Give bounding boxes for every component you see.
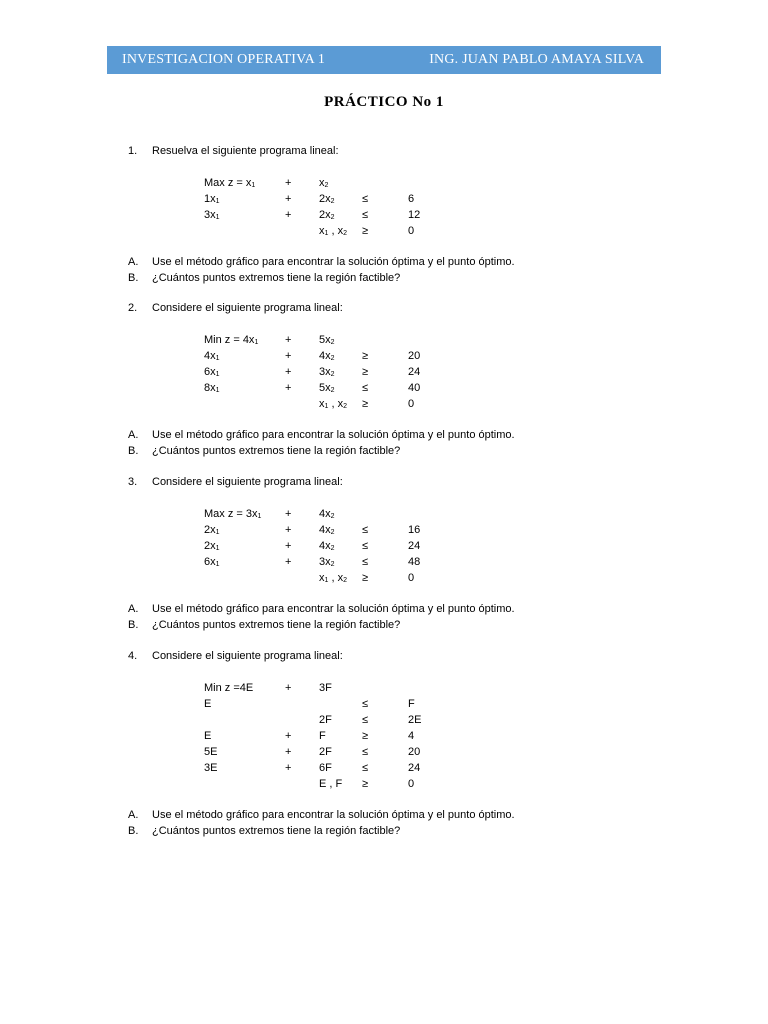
lp-relation: ≤	[362, 524, 369, 536]
lp-term-2: E , F	[319, 778, 343, 790]
lp-rhs: 24	[408, 540, 421, 552]
lp-term-2: 2x2	[319, 209, 335, 221]
lp-rhs: 20	[408, 350, 421, 362]
constraint-row	[0, 696, 768, 712]
lp-relation: ≤	[362, 698, 369, 710]
lp-operator: +	[285, 334, 292, 346]
lp-term-1: Min z =4E	[204, 682, 254, 694]
problem-number: 3.	[128, 476, 138, 488]
lp-term-1: Min z = 4x1	[204, 334, 259, 346]
lp-term-1: E	[204, 698, 212, 710]
lp-term-2: F	[319, 730, 326, 742]
lp-term-1: 2x1	[204, 524, 220, 536]
lp-term-1: 8x1	[204, 382, 220, 394]
lp-relation: ≥	[362, 398, 369, 410]
lp-relation: ≤	[362, 746, 369, 758]
lp-term-2: 4x2	[319, 524, 335, 536]
lp-relation: ≥	[362, 778, 369, 790]
lp-term-2: 3x2	[319, 366, 335, 378]
lp-relation: ≤	[362, 193, 369, 205]
lp-relation: ≤	[362, 209, 369, 221]
lp-operator: +	[285, 366, 292, 378]
lp-term-2: 2x2	[319, 193, 335, 205]
lp-term-2: 3x2	[319, 556, 335, 568]
problem-number: 2.	[128, 302, 138, 314]
document-header	[107, 46, 661, 74]
lp-rhs: 48	[408, 556, 421, 568]
lp-term-1: 2x1	[204, 540, 220, 552]
page-title: PRÁCTICO No 1	[324, 94, 444, 110]
lp-operator: +	[285, 193, 292, 205]
objective-row	[0, 175, 768, 191]
part-text: ¿Cuántos puntos extremos tiene la región factible?	[152, 619, 401, 631]
constraint-row	[0, 776, 768, 792]
problem-number: 1.	[128, 145, 138, 157]
constraint-row	[0, 712, 768, 728]
lp-relation: ≥	[362, 730, 369, 742]
constraint-row	[0, 538, 768, 554]
objective-row	[0, 680, 768, 696]
lp-rhs: 16	[408, 524, 421, 536]
part-text: Use el método gráfico para encontrar la solución óptima y el punto óptimo.	[152, 603, 515, 615]
lp-operator: +	[285, 524, 292, 536]
part-label: B.	[128, 445, 139, 457]
lp-rhs: 0	[408, 778, 415, 790]
lp-relation: ≤	[362, 556, 369, 568]
lp-rhs: 0	[408, 225, 415, 237]
problem-prompt: Considere el siguiente programa lineal:	[152, 302, 343, 314]
lp-relation: ≤	[362, 762, 369, 774]
lp-relation: ≤	[362, 714, 369, 726]
lp-relation: ≥	[362, 350, 369, 362]
lp-term-1: 1x1	[204, 193, 220, 205]
lp-term-2: 2F	[319, 714, 332, 726]
lp-operator: +	[285, 540, 292, 552]
lp-rhs: 4	[408, 730, 415, 742]
problem-prompt: Considere el siguiente programa lineal:	[152, 650, 343, 662]
lp-operator: +	[285, 556, 292, 568]
lp-rhs: 20	[408, 746, 421, 758]
part-label: B.	[128, 619, 139, 631]
lp-operator: +	[285, 177, 292, 189]
lp-term-2: x1 , x2	[319, 398, 347, 410]
lp-relation: ≤	[362, 540, 369, 552]
constraint-row	[0, 744, 768, 760]
lp-term-2: 4x2	[319, 350, 335, 362]
part-text: ¿Cuántos puntos extremos tiene la región factible?	[152, 825, 401, 837]
lp-term-1: Max z = 3x1	[204, 508, 262, 520]
part-label: A.	[128, 809, 139, 821]
lp-relation: ≥	[362, 572, 369, 584]
constraint-row	[0, 223, 768, 239]
lp-operator: +	[285, 508, 292, 520]
lp-operator: +	[285, 209, 292, 221]
part-label: A.	[128, 429, 139, 441]
lp-rhs: 12	[408, 209, 421, 221]
lp-term-2: 3F	[319, 682, 332, 694]
lp-operator: +	[285, 730, 292, 742]
lp-term-2: x2	[319, 177, 329, 189]
lp-term-1: 6x1	[204, 366, 220, 378]
constraint-row	[0, 522, 768, 538]
part-label: B.	[128, 825, 139, 837]
lp-term-1: 3x1	[204, 209, 220, 221]
problem-number: 4.	[128, 650, 138, 662]
lp-relation: ≥	[362, 225, 369, 237]
problem-prompt: Considere el siguiente programa lineal:	[152, 476, 343, 488]
constraint-row	[0, 364, 768, 380]
lp-term-1: 5E	[204, 746, 218, 758]
constraint-row	[0, 207, 768, 223]
lp-term-2: 6F	[319, 762, 332, 774]
constraint-row	[0, 396, 768, 412]
part-label: B.	[128, 272, 139, 284]
course-title: INVESTIGACION OPERATIVA 1	[122, 52, 326, 67]
part-text: Use el método gráfico para encontrar la solución óptima y el punto óptimo.	[152, 429, 515, 441]
lp-operator: +	[285, 746, 292, 758]
lp-rhs: 40	[408, 382, 421, 394]
part-label: A.	[128, 256, 139, 268]
lp-term-2: x1 , x2	[319, 572, 347, 584]
problem-prompt: Resuelva el siguiente programa lineal:	[152, 145, 339, 157]
lp-rhs: 0	[408, 572, 415, 584]
constraint-row	[0, 348, 768, 364]
lp-term-2: 4x2	[319, 540, 335, 552]
objective-row	[0, 332, 768, 348]
lp-term-2: x1 , x2	[319, 225, 347, 237]
constraint-row	[0, 570, 768, 586]
part-label: A.	[128, 603, 139, 615]
constraint-row	[0, 728, 768, 744]
lp-term-2: 4x2	[319, 508, 335, 520]
lp-term-2: 2F	[319, 746, 332, 758]
lp-rhs: 6	[408, 193, 415, 205]
lp-operator: +	[285, 382, 292, 394]
constraint-row	[0, 191, 768, 207]
part-text: ¿Cuántos puntos extremos tiene la región factible?	[152, 445, 401, 457]
lp-operator: +	[285, 350, 292, 362]
lp-rhs: F	[408, 698, 415, 710]
lp-term-1: E	[204, 730, 212, 742]
lp-operator: +	[285, 682, 292, 694]
lp-relation: ≥	[362, 366, 369, 378]
lp-rhs: 2E	[408, 714, 422, 726]
lp-term-1: 4x1	[204, 350, 220, 362]
lp-term-1: Max z = x1	[204, 177, 256, 189]
part-text: Use el método gráfico para encontrar la solución óptima y el punto óptimo.	[152, 256, 515, 268]
part-text: ¿Cuántos puntos extremos tiene la región factible?	[152, 272, 401, 284]
part-text: Use el método gráfico para encontrar la solución óptima y el punto óptimo.	[152, 809, 515, 821]
lp-term-2: 5x2	[319, 382, 335, 394]
instructor-name: ING. JUAN PABLO AMAYA SILVA	[429, 52, 644, 67]
constraint-row	[0, 380, 768, 396]
objective-row	[0, 506, 768, 522]
lp-term-1: 6x1	[204, 556, 220, 568]
lp-rhs: 0	[408, 398, 415, 410]
constraint-row	[0, 760, 768, 776]
lp-rhs: 24	[408, 366, 421, 378]
lp-relation: ≤	[362, 382, 369, 394]
lp-rhs: 24	[408, 762, 421, 774]
lp-term-2: 5x2	[319, 334, 335, 346]
constraint-row	[0, 554, 768, 570]
lp-term-1: 3E	[204, 762, 218, 774]
lp-operator: +	[285, 762, 292, 774]
